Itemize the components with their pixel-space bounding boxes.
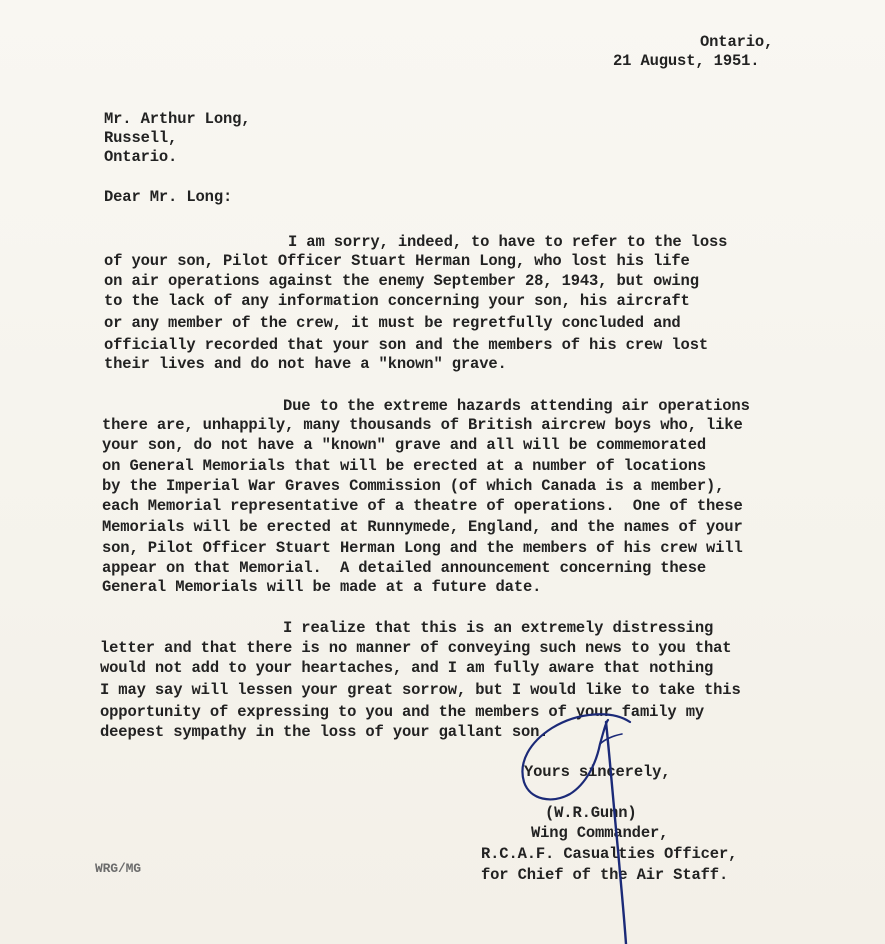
paragraph-3-line: would not add to your heartaches, and I am fully aware that nothing <box>100 659 714 677</box>
signatory-title: R.C.A.F. Casualties Officer, <box>481 845 738 863</box>
signatory-for-line: for Chief of the Air Staff. <box>481 866 729 884</box>
signatory-rank: Wing Commander, <box>531 824 669 842</box>
letter-place: Ontario, <box>700 33 774 51</box>
paragraph-2-line: on General Memorials that will be erected at a number of locations <box>102 457 707 475</box>
paragraph-2-line: Memorials will be erected at Runnymede, England, and the names of your <box>102 518 743 536</box>
paragraph-1-line: on air operations against the enemy September 28, 1943, but owing <box>104 272 699 290</box>
paragraph-1-line: of your son, Pilot Officer Stuart Herman Long, who lost his life <box>104 252 690 270</box>
paragraph-1-line: or any member of the crew, it must be regretfully concluded and <box>104 314 681 332</box>
recipient-town: Russell, <box>104 129 178 147</box>
typed-signature-name: (W.R.Gunn) <box>545 804 637 822</box>
valediction: Yours sincerely, <box>524 763 671 781</box>
paragraph-1-line: to the lack of any information concerning your son, his aircraft <box>104 292 690 310</box>
paragraph-2-line: son, Pilot Officer Stuart Herman Long and the members of his crew will <box>102 539 743 557</box>
paragraph-2-line: each Memorial representative of a theatre of operations. One of these <box>102 497 743 515</box>
paragraph-2-line: Due to the extreme hazards attending air operations <box>283 397 750 415</box>
paragraph-3-line: I may say will lessen your great sorrow, but I would like to take this <box>100 681 741 699</box>
paragraph-3-line: deepest sympathy in the loss of your gallant son. <box>100 723 549 741</box>
reference-initials: WRG/MG <box>95 861 141 876</box>
recipient-name: Mr. Arthur Long, <box>104 110 251 128</box>
salutation: Dear Mr. Long: <box>104 188 233 206</box>
letter-date: 21 August, 1951. <box>613 52 760 70</box>
paragraph-1-line: officially recorded that your son and the members of his crew lost <box>104 336 709 354</box>
paragraph-2-line: by the Imperial War Graves Commission (of which Canada is a member), <box>102 477 725 495</box>
paragraph-2-line: appear on that Memorial. A detailed announcement concerning these <box>102 559 707 577</box>
paragraph-1-line: their lives and do not have a "known" grave. <box>104 355 507 373</box>
paragraph-2-line: your son, do not have a "known" grave and all will be commemorated <box>102 436 707 454</box>
paragraph-2-line: General Memorials will be made at a future date. <box>102 578 542 596</box>
paragraph-3-line: I realize that this is an extremely distressing <box>283 619 714 637</box>
paragraph-3-line: letter and that there is no manner of conveying such news to you that <box>100 639 732 657</box>
recipient-province: Ontario. <box>104 148 178 166</box>
paragraph-2-line: there are, unhappily, many thousands of British aircrew boys who, like <box>102 416 743 434</box>
paragraph-3-line: opportunity of expressing to you and the members of your family my <box>100 703 705 721</box>
paragraph-1-line: I am sorry, indeed, to have to refer to the loss <box>288 233 728 251</box>
